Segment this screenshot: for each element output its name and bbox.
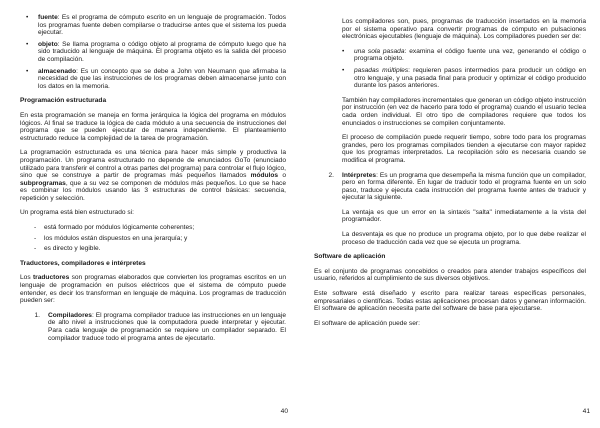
item-number: 1. [34,311,40,319]
paragraph: La ventaja es que un error en la sintaxis "salta" inmediatamente a la vista del programador. [342,208,586,224]
program-types-list [20,14,286,90]
translator-list [20,312,286,342]
list-item: - es directo y legible. [20,245,286,253]
paragraph: Los compiladores son, pues, programas de traducción insertados en la memoria por el sistema operativo para convertir programas de cómputo en pulsaciones electrónicas ejecutables (lenguaje de máquina). Los compiladores pueden ser de: [342,18,586,41]
structure-criteria-list [20,224,286,253]
page-number: 41 [582,408,590,416]
heading-translators: Traductores, compiladores e intérpretes [20,259,146,267]
item-number: 2. [328,171,334,179]
definition: : El programa compilador traduce las instrucciones en un lenguaje de alto nivel a instrucciones que la computadora puede interpretar y ejecutar. Para cada lenguaje de programación se requiere un compilador separado. El compilador traduce todo el programa antes de ejecutarlo. [48,311,286,342]
list-item [314,48,586,63]
page-number: 40 [280,408,288,416]
paragraph: La desventaja es que no produce un programa objeto, por lo que debe realizar el proceso de traducción cada vez que se ejecuta un programa. [342,231,586,246]
paragraph: La programación estructurada es una técnica para hacer más simple y productiva la programación. Un programa estructurado no depende de enunciados GoTo (enunciado utilizado para transferir el control a otras partes del programa) para controlar el flujo lógico, sino que se construye a partir de programas más pequeños llamados módulos o subprogramas, que a su vez se componen de módulos más pequeños. Lo que se hace es combinar los módulos usando las 3 estructuras de control básicas: secuencia, repetición y selección. [20,149,286,202]
paragraph: El proceso de compilación puede requerir tiempo, sobre todo para los programas grandes, pero los programas compilados tienden a ejecutarse con mayor rapidez que los programas interpretados. La recopilación sólo es necesaria cuando se modifica el programa. [342,134,586,164]
paragraph: También hay compiladores incrementales que generan un código objeto instrucción por instrucción (en vez de hacerlo para todo el programa) cuando el usuario teclea cada orden individual. El otro tipo de compiladores requiere que todos los enunciados o instrucciones se compilen conjuntamente. [342,96,586,127]
term: pasadas múltiples [354,66,409,74]
right-page [300,0,600,428]
paragraph: Los traductores son programas elaborados que convierten los programas escritos en un lenguaje de programación en pulsos eléctricos que el sistema de cómputo puede entender, es decir los transforman en lenguaje de máquina. Los programas de traducción pueden ser: [20,274,287,305]
definition: : Es el programa de cómputo escrito en un lenguaje de programación. Todos los programas fuente deben compilarse o traducirse antes que el sistema los pueda ejecutar. [38,14,286,37]
list-item: - los módulos están dispuestos en una jerarquía; y [20,235,286,243]
translator-list-continued [314,172,586,202]
paragraph: El software de aplicación puede ser: [314,319,420,327]
term: una sola pasada [354,47,405,55]
term: objeto [38,40,58,48]
paragraph: Este software está diseñado y escrito para realizar tareas específicas personales, empresariales o científicas. Todas estas aplicaciones procesan datos y generan información. El software de aplicación necesita parte del software de base para ejecutarse. [314,290,586,313]
paragraph: En esta programación se maneja en forma jerárquica la lógica del programa en módulos lógicos. Al final se traduce la lógica de cada módulo a una secuencia de instrucciones del programa que se pueden ejecutar de manera independiente. El planteamiento estructurado reduce la complejidad de la tarea de programación. [20,111,286,142]
term: almacenado [38,67,77,75]
term: Intérpretes [342,171,377,179]
list-item [20,312,286,342]
heading-structured-programming: Programación estructurada [20,97,107,105]
heading-application-software: Software de aplicación [314,253,386,261]
term: Compiladores [48,311,92,319]
definition: : Se llama programa o código objeto al programa de cómputo luego que ha sido traducido al lenguaje de máquina. El programa objeto es la salida del proceso de compilación. [38,40,286,63]
list-item [20,14,286,37]
compiler-types-list [314,48,586,90]
list-item [20,68,286,91]
definition: : examina el código fuente una vez, generando el código o programa objeto. [354,47,586,63]
definition: : Es un concepto que se debe a John von Neumann que afirmaba la necesidad de que las instrucciones de los programas deben almacenarse junto con los datos en la memoria. [38,67,286,90]
definition: : requieren pasos intermedios para producir un código en otro lenguaje, y una pasada final para producir y optimizar el código producido durante los pasos anteriores. [354,66,586,90]
list-item [20,41,286,64]
list-item [314,172,586,202]
paragraph: Es el conjunto de programas concebidos o creados para atender trabajos específicos del usuario, referidos al cumplimiento de sus diversos objetivos. [314,267,586,283]
list-item: - está formado por módulos lógicamente coherentes; [20,224,286,232]
term: fuente [38,14,58,21]
paragraph: Un programa está bien estructurado si: [20,209,134,217]
list-item [314,67,586,90]
definition: : Es un programa que desempeña la misma función que un compilador, pero en forma diferente. En lugar de traducir todo el programa fuente en un solo paso, traduce y ejecuta cada instrucción del programa fuente antes de traducir y ejecutar la siguiente. [342,171,586,202]
